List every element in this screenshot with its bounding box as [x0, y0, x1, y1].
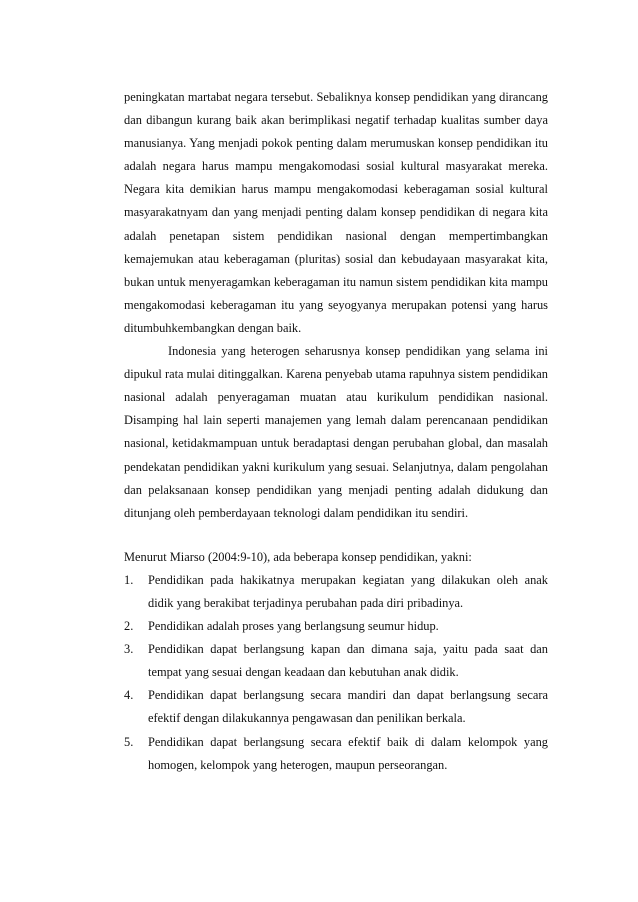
- list-item: [124, 731, 548, 777]
- list-item-number: 5.: [124, 734, 134, 749]
- list-item: [124, 569, 548, 615]
- list-item: [124, 638, 548, 684]
- list-item-number: 4.: [124, 688, 134, 703]
- list-item-number: 3.: [124, 642, 134, 657]
- list-intro: Menurut Miarso (2004:9-10), ada beberapa konsep pendidikan, yakni:: [124, 549, 472, 564]
- list-item: [124, 615, 548, 638]
- list-item-number: 2.: [124, 619, 134, 634]
- list-item-text: Pendidikan adalah proses yang berlangsung seumur hidup.: [148, 619, 439, 634]
- list-item-text: Pendidikan dapat berlangsung secara mandiri dan dapat berlangsung secara efektif dengan dilakukannya pengawasan dan penilikan berkala.: [148, 688, 548, 726]
- list-item: [124, 684, 548, 730]
- list-item-text: Pendidikan dapat berlangsung kapan dan dimana saja, yaitu pada saat dan tempat yang sesuai dengan keadaan dan kebutuhan anak didik.: [148, 642, 548, 680]
- list-item-text: Pendidikan pada hakikatnya merupakan kegiatan yang dilakukan oleh anak didik yang berakibat terjadinya perubahan pada diri pribadinya.: [148, 572, 548, 610]
- paragraph-indonesia: Indonesia yang heterogen seharusnya konsep pendidikan yang selama ini dipukul rata mulai ditinggalkan. Karena penyebab utama rapuhnya sistem pendidikan nasional adalah penyeragaman muatan atau kurikulum pendidikan nasional. Disamping hal lain seperti manajemen yang lemah dalam perencanaan pendidikan nasional, ketidakmampuan untuk beradaptasi dengan perubahan global, dan masalah pendekatan pendidikan yakni kurikulum yang sesuai. Selanjutnya, dalam pengolahan dan pelaksanaan konsep pendidikan yang menjadi penting adalah didukung dan ditunjang oleh pemberdayaan teknologi dalam pendidikan itu sendiri.: [124, 344, 548, 520]
- list-item-text: Pendidikan dapat berlangsung secara efektif baik di dalam kelompok yang homogen, kelompok yang heterogen, maupun perseorangan.: [148, 734, 548, 772]
- paragraph-continuation: peningkatan martabat negara tersebut. Sebaliknya konsep pendidikan yang dirancang dan dibangun kurang baik akan berimplikasi negatif terhadap kualitas sumber daya manusianya. Yang menjadi pokok penting dalam merumuskan konsep pendidikan itu adalah negara harus mampu mengakomodasi sosial kultural masyarakat mereka. Negara kita demikian harus mampu mengakomodasi keberagaman sosial kultural masyarakatnyam dan yang menjadi penting dalam konsep pendidikan di negara kita adalah penetapan sistem pendidikan nasional dengan mempertimbangkan kemajemukan atau keberagaman (pluritas) sosial dan kebudayaan masyarakat kita, bukan untuk menyeragamkan keberagaman itu namun sistem pendidikan kita mampu mengakomodasi keberagaman itu yang seyogyanya merupakan potensi yang harus ditumbuhkembangkan dengan baik.: [124, 90, 548, 335]
- document-page: [124, 86, 548, 777]
- paragraph-gap: [124, 525, 548, 546]
- body-text: [124, 86, 548, 525]
- list-item-number: 1.: [124, 572, 134, 587]
- concept-list: [124, 569, 548, 777]
